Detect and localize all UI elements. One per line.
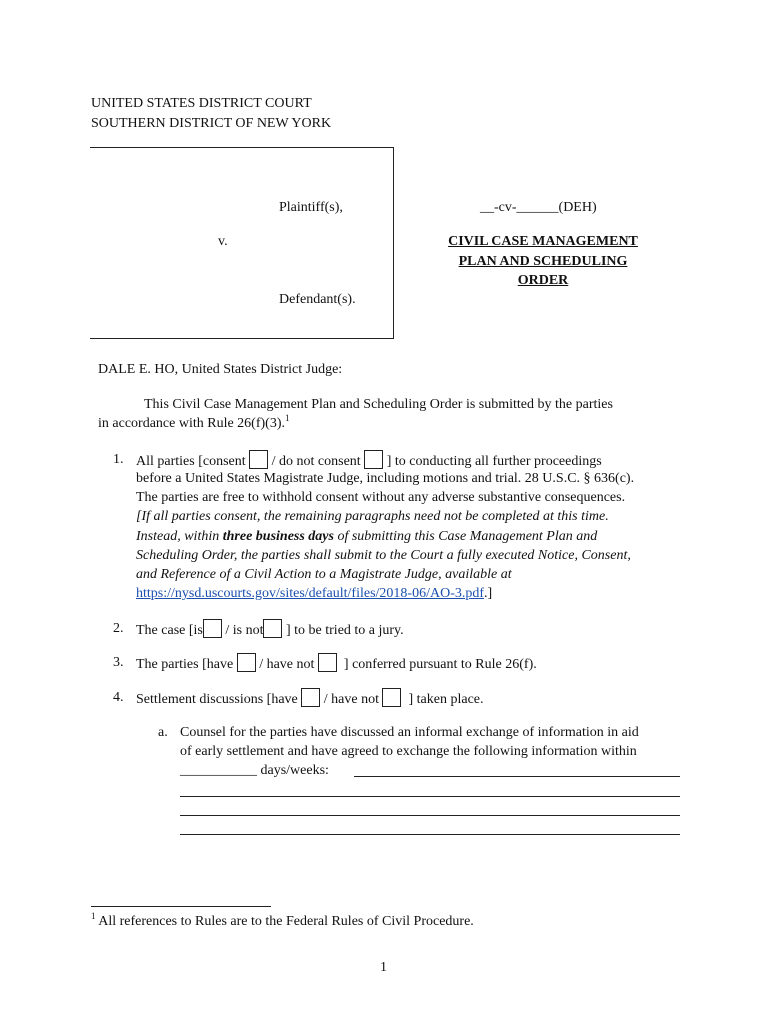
title-line-2: PLAN AND SCHEDULING — [458, 253, 628, 269]
document-title — [408, 232, 678, 291]
plaintiff-label: Plaintiff(s), — [279, 200, 343, 215]
item-1-line-5a: Instead, within — [136, 529, 223, 544]
title-line-3: ORDER — [517, 273, 569, 288]
item-3-tail: ] conferred pursuant to Rule 26(f). — [343, 657, 537, 672]
ao3-form-link[interactable]: https://nysd.uscourts.gov/sites/default/files/2018-06/AO-3.pdf — [136, 586, 485, 601]
item-4a-line-2: of early settlement and have agreed to exchange the following information within — [180, 744, 637, 759]
footnote-text: All references to Rules are to the Federal Rules of Civil Procedure. — [98, 914, 474, 929]
item-1-line-8-end: .] — [484, 586, 493, 601]
item-1-number: 1. — [113, 452, 124, 467]
caption-box — [90, 147, 394, 339]
settlement-have-checkbox[interactable] — [301, 688, 320, 707]
do-not-consent-label: / do not consent — [271, 454, 361, 469]
defendant-label: Defendant(s). — [279, 292, 356, 307]
page-number: 1 — [380, 960, 387, 975]
item-1-line-5c: of submitting this Case Management Plan and — [333, 529, 598, 544]
item-4-line — [136, 688, 484, 710]
intro-line-1: This Civil Case Management Plan and Scheduling Order is submitted by the parties — [144, 397, 613, 412]
settlement-have-not-label: / have not — [323, 692, 379, 707]
settlement-have-label: Settlement discussions [have — [136, 692, 298, 707]
item-4a-letter: a. — [158, 725, 168, 740]
do-not-consent-checkbox[interactable] — [364, 450, 383, 469]
court-header — [91, 94, 331, 134]
have-not-conferred-checkbox[interactable] — [318, 653, 337, 672]
is-not-jury-checkbox[interactable] — [263, 619, 282, 638]
consent-label: All parties [consent — [136, 454, 246, 469]
info-line-1[interactable] — [180, 796, 680, 797]
item-1-line-7: and Reference of a Civil Action to a Magistrate Judge, available at — [136, 567, 512, 582]
title-line-1: CIVIL CASE MANAGEMENT — [448, 234, 638, 249]
item-2-number: 2. — [113, 621, 124, 636]
footnote-divider — [91, 906, 271, 907]
is-not-label: / is not — [225, 623, 264, 638]
item-3-number: 3. — [113, 655, 124, 670]
item-1-line-5 — [136, 527, 597, 547]
info-line-3[interactable] — [180, 834, 680, 835]
is-jury-checkbox[interactable] — [203, 619, 222, 638]
have-conferred-checkbox[interactable] — [237, 653, 256, 672]
versus-label: v. — [218, 234, 228, 249]
intro-line-2-text: in accordance with Rule 26(f)(3). — [98, 416, 285, 431]
intro-line-2 — [98, 414, 289, 434]
item-1-line-6: Scheduling Order, the parties shall submit to the Court a fully executed Notice, Consent, — [136, 548, 631, 563]
item-1-line-3: The parties are free to withhold consent without any adverse substantive consequences. — [136, 490, 626, 505]
footnote — [91, 912, 474, 932]
info-exchange-blank[interactable] — [354, 776, 680, 777]
item-4a-line-1: Counsel for the parties have discussed an informal exchange of information in aid — [180, 725, 639, 740]
have-conferred-label: The parties [have — [136, 657, 234, 672]
item-4-number: 4. — [113, 690, 124, 705]
three-business-days: three business days — [222, 529, 334, 544]
item-1-line-2: before a United States Magistrate Judge, including motions and trial. 28 U.S.C. § 636(c). — [136, 471, 635, 486]
consent-checkbox[interactable] — [249, 450, 268, 469]
district-name: SOUTHERN DISTRICT OF NEW YORK — [91, 116, 332, 131]
footnote-marker: 1 — [91, 911, 96, 921]
footnote-ref: 1 — [284, 413, 290, 423]
item-1-line-8 — [136, 584, 492, 604]
court-name: UNITED STATES DISTRICT COURT — [91, 96, 312, 111]
item-4a-line-3: ___________ days/weeks: — [180, 763, 329, 778]
item-3-line — [136, 653, 537, 675]
item-2-tail: ] to be tried to a jury. — [285, 623, 404, 638]
item-4-tail: ] taken place. — [408, 692, 484, 707]
item-1-line-4: [If all parties consent, the remaining paragraphs need not be completed at this time. — [136, 509, 609, 524]
is-label: The case [is — [136, 623, 203, 638]
addressee: DALE E. HO, United States District Judge: — [98, 362, 343, 377]
info-line-2[interactable] — [180, 815, 680, 816]
settlement-have-not-checkbox[interactable] — [382, 688, 401, 707]
item-1-tail: ] to conducting all further proceedings — [386, 454, 602, 469]
have-not-conferred-label: / have not — [259, 657, 315, 672]
item-2-line — [136, 619, 404, 641]
case-number: __-cv-______(DEH) — [480, 200, 597, 215]
